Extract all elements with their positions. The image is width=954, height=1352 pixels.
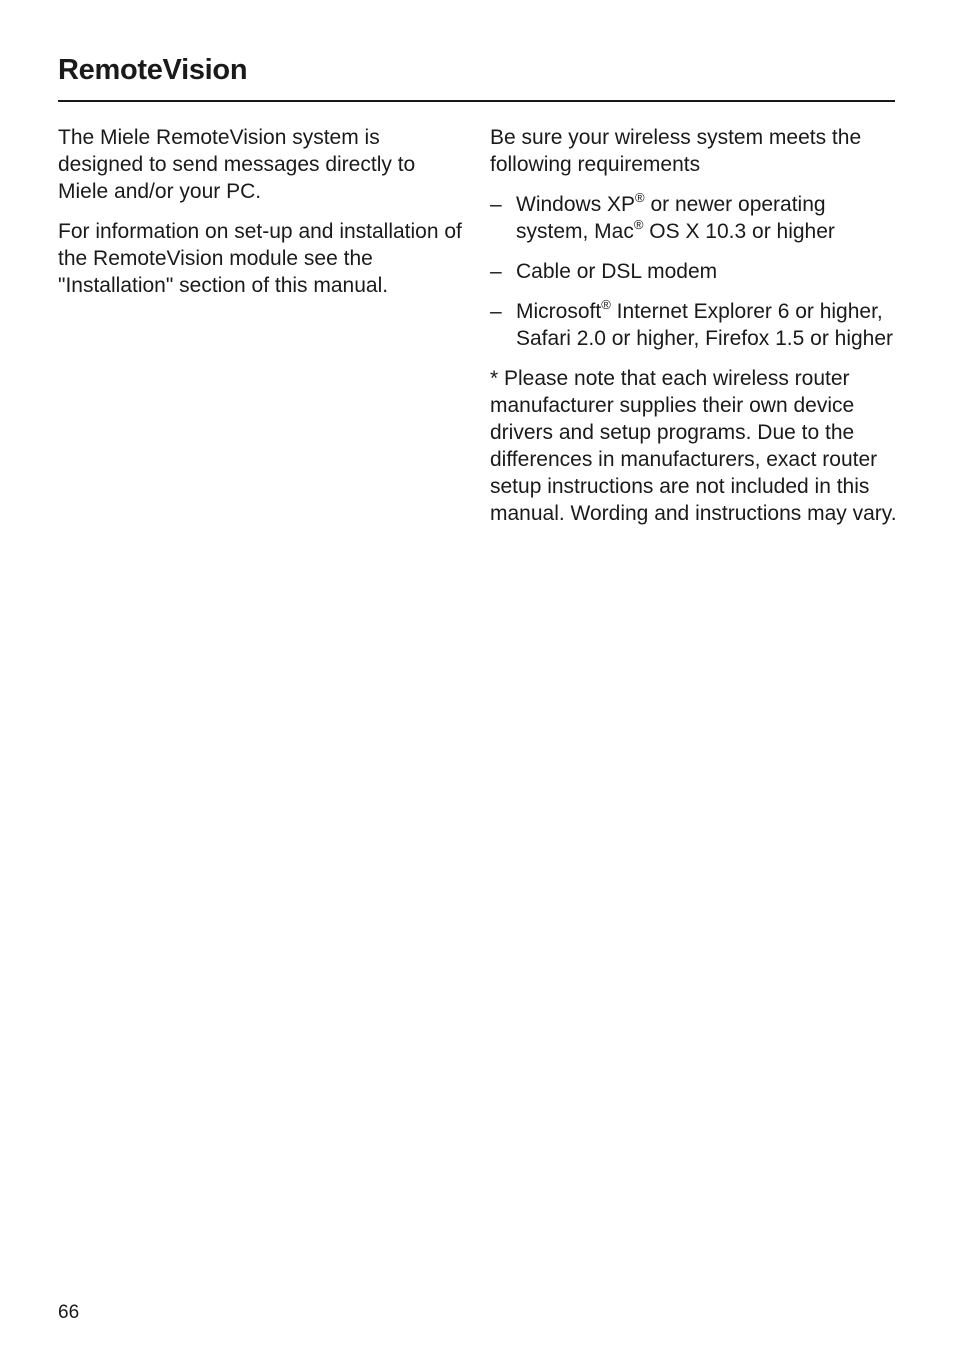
dash-bullet: – <box>490 193 502 216</box>
requirements-list <box>490 191 900 352</box>
installation-reference-paragraph: For information on set-up and installation of the RemoteVision module see the "Installation" section of this manual. <box>58 220 462 297</box>
page-number: 66 <box>58 1302 80 1323</box>
requirement-modem: Cable or DSL modem <box>516 260 718 283</box>
dash-bullet: – <box>490 260 502 283</box>
router-note-paragraph: * Please note that each wireless router manufacturer supplies their own device drivers and setup programs. Due to the differences in manufacturers, exact router setup instructions are not included in this manual. Wording and instructions may vary. <box>490 367 897 525</box>
registered-mark: ® <box>601 297 611 312</box>
registered-mark: ® <box>633 217 644 232</box>
dash-bullet: – <box>490 300 502 323</box>
list-item <box>490 191 900 245</box>
registered-mark: ® <box>635 190 645 205</box>
requirement-browser-brand: Microsoft <box>516 300 602 323</box>
page-title: RemoteVision <box>58 54 248 86</box>
requirement-browsers: Internet Explorer 6 or higher, Safari 2.0 or higher, Firefox 1.5 or higher <box>516 300 894 350</box>
intro-paragraph: The Miele RemoteVision system is designed to send messages directly to Miele and/or your PC. <box>58 126 416 203</box>
title-divider <box>58 100 895 102</box>
list-item <box>490 258 900 285</box>
list-item <box>490 298 900 352</box>
left-column <box>58 124 463 312</box>
requirements-intro: Be sure your wireless system meets the following requirements <box>490 126 862 176</box>
requirement-os-version: OS X 10.3 or higher <box>643 220 835 243</box>
requirement-os-mac: or newer operating system, Mac <box>516 193 826 243</box>
requirement-os-windows: Windows XP <box>516 193 636 216</box>
right-column <box>490 124 900 540</box>
